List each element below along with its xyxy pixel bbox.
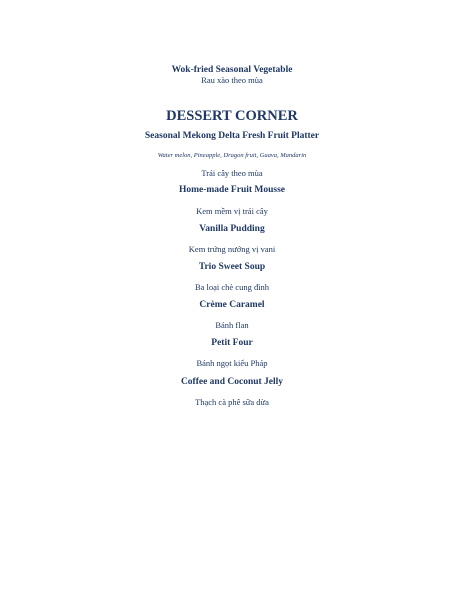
- dessert-name: Home-made Fruit Mousse: [178, 185, 286, 195]
- dessert-vietnamese: Kem mềm vị trái cây: [196, 206, 268, 216]
- dish-name: Wok-fried Seasonal Vegetable: [171, 65, 293, 75]
- dessert-name: Petit Four: [211, 338, 253, 348]
- dessert-vietnamese: Bánh flan: [215, 320, 249, 330]
- dessert-name: Seasonal Mekong Delta Fresh Fruit Platter: [144, 131, 320, 141]
- dessert-name: Coffee and Coconut Jelly: [180, 377, 284, 387]
- dessert-vietnamese: Ba loại chè cung đình: [194, 282, 270, 292]
- dish-vietnamese: Rau xào theo mùa: [201, 75, 263, 85]
- dessert-name: Vanilla Pudding: [199, 224, 265, 234]
- dessert-name: Trio Sweet Soup: [198, 262, 266, 272]
- dessert-vietnamese: Trái cây theo mùa: [201, 168, 263, 178]
- dessert-name: Crème Caramel: [199, 300, 265, 310]
- dessert-vietnamese: Thạch cà phê sữa dừa: [195, 397, 269, 407]
- dessert-detail: Water melon, Pineapple, Dragon fruit, Guava, Mandarin: [157, 152, 307, 159]
- dessert-vietnamese: Bánh ngọt kiểu Pháp: [196, 358, 268, 368]
- dessert-vietnamese: Kem trứng nướng vị vani: [188, 244, 276, 254]
- section-title: DESSERT CORNER: [166, 108, 298, 124]
